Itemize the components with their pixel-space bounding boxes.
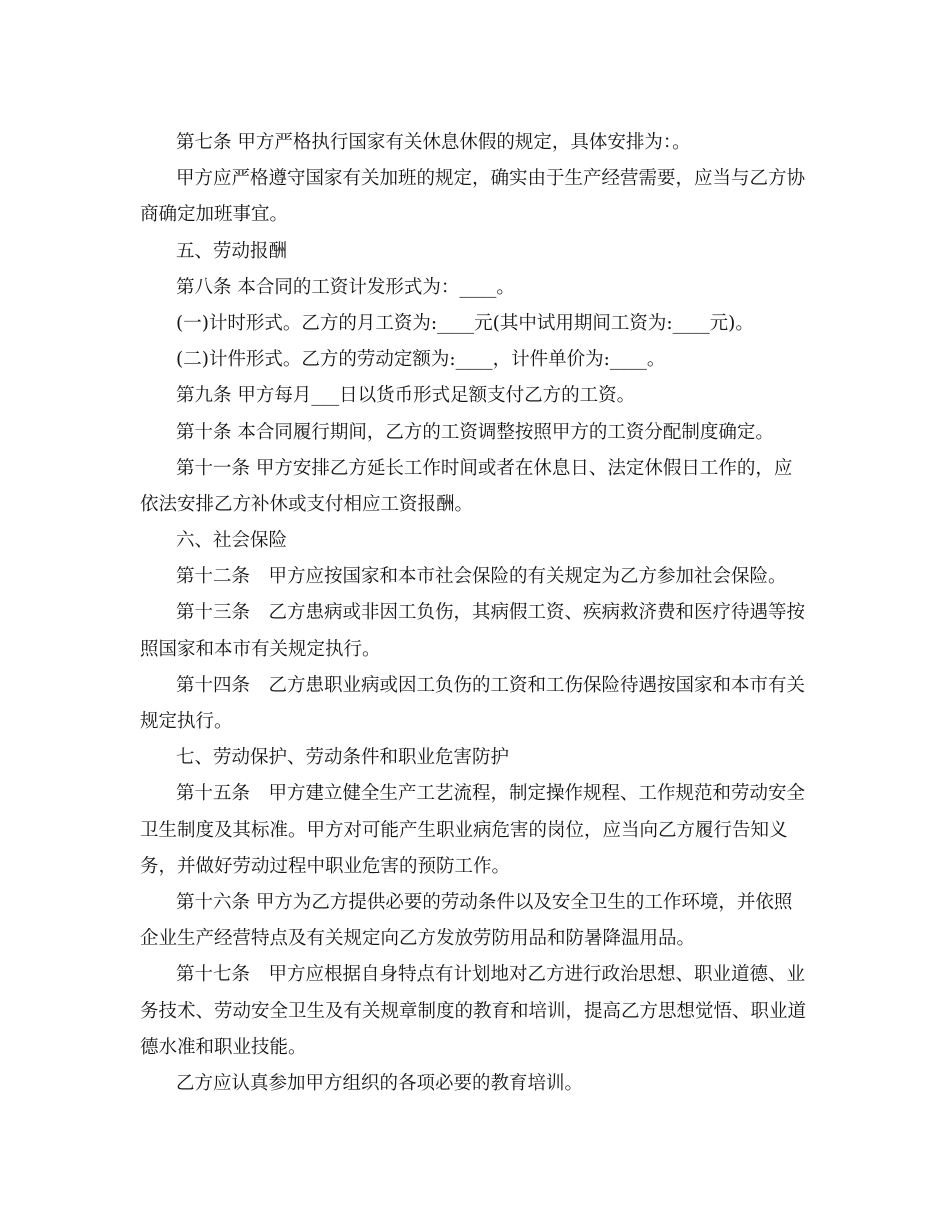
text-line: 第十五条 甲方建立健全生产工艺流程，制定操作规程、工作规范和劳动安全 bbox=[176, 783, 806, 805]
training-paragraph bbox=[140, 1066, 820, 1102]
section-heading: 七、劳动保护、劳动条件和职业危害防护 bbox=[176, 747, 510, 769]
text-line: 第十四条 乙方患职业病或因工负伤的工资和工伤保险待遇按国家和本市有关 bbox=[176, 674, 806, 696]
piece-wage-paragraph bbox=[140, 342, 820, 378]
text-line: 第七条 甲方严格执行国家有关休息休假的规定，具体安排为：。 bbox=[176, 132, 691, 153]
section-heading-labor-protection bbox=[140, 740, 820, 776]
text-line: 第十条 本合同履行期间，乙方的工资调整按照甲方的工资分配制度确定。 bbox=[176, 421, 774, 443]
text-line: 卫生制度及其标准。甲方对可能产生职业病危害的岗位，应当向乙方履行告知义 bbox=[140, 819, 788, 841]
article-12-paragraph bbox=[140, 559, 820, 595]
text-line: 第十六条 甲方为乙方提供必要的劳动条件以及安全卫生的工作环境，并依照 bbox=[176, 891, 793, 913]
text-line: 第八条 本合同的工资计发形式为：____。 bbox=[176, 276, 515, 298]
time-wage-paragraph bbox=[140, 306, 820, 342]
article-16-paragraph bbox=[140, 885, 820, 957]
article-15-paragraph bbox=[140, 776, 820, 885]
article-17-paragraph bbox=[140, 957, 820, 1066]
text-line: 第十三条 乙方患病或非因工负伤，其病假工资、疾病救济费和医疗待遇等按 bbox=[176, 602, 806, 624]
text-line: 务技术、劳动安全卫生及有关规章制度的教育和培训，提高乙方思想觉悟、职业道 bbox=[140, 1000, 807, 1022]
article-13-paragraph bbox=[140, 595, 820, 667]
text-line: 企业生产经营特点及有关规定向乙方发放劳防用品和防暑降温用品。 bbox=[140, 928, 696, 950]
text-line: 德水准和职业技能。 bbox=[140, 1036, 307, 1058]
text-line: 第九条 甲方每月___日以货币形式足额支付乙方的工资。 bbox=[176, 385, 636, 407]
document-body bbox=[140, 125, 820, 1102]
article-14-paragraph bbox=[140, 668, 820, 740]
text-line: 第十七条 甲方应根据自身特点有计划地对乙方进行政治思想、职业道德、业 bbox=[176, 964, 806, 986]
text-line: 规定执行。 bbox=[140, 711, 233, 732]
text-line: 务，并做好劳动过程中职业危害的预防工作。 bbox=[140, 855, 511, 877]
section-heading: 五、劳动报酬 bbox=[176, 240, 288, 262]
article-7-paragraph bbox=[140, 125, 820, 161]
text-line: (一)计时形式。乙方的月工资为:____元(其中试用期间工资为:____元)。 bbox=[176, 312, 754, 334]
section-heading-social-insurance bbox=[140, 523, 820, 559]
text-line: 照国家和本市有关规定执行。 bbox=[140, 638, 381, 660]
text-line: 第十一条 甲方安排乙方延长工作时间或者在休息日、法定休假日工作的，应 bbox=[176, 457, 793, 479]
article-8-paragraph bbox=[140, 270, 820, 306]
section-heading-remuneration bbox=[140, 234, 820, 270]
text-line: 商确定加班事宜。 bbox=[140, 204, 289, 226]
text-line: 乙方应认真参加甲方组织的各项必要的教育培训。 bbox=[176, 1072, 584, 1094]
article-10-paragraph bbox=[140, 415, 820, 451]
text-line: 第十二条 甲方应按国家和本市社会保险的有关规定为乙方参加社会保险。 bbox=[176, 566, 787, 588]
overtime-paragraph bbox=[140, 161, 820, 233]
article-11-paragraph bbox=[140, 451, 820, 523]
text-line: 依法安排乙方补休或支付相应工资报酬。 bbox=[140, 493, 474, 515]
section-heading: 六、社会保险 bbox=[176, 530, 288, 552]
text-line: (二)计件形式。乙方的劳动定额为:____，计件单价为:____。 bbox=[176, 349, 666, 371]
article-9-paragraph bbox=[140, 378, 820, 414]
text-line: 甲方应严格遵守国家有关加班的规定，确实由于生产经营需要，应当与乙方协 bbox=[176, 168, 806, 190]
